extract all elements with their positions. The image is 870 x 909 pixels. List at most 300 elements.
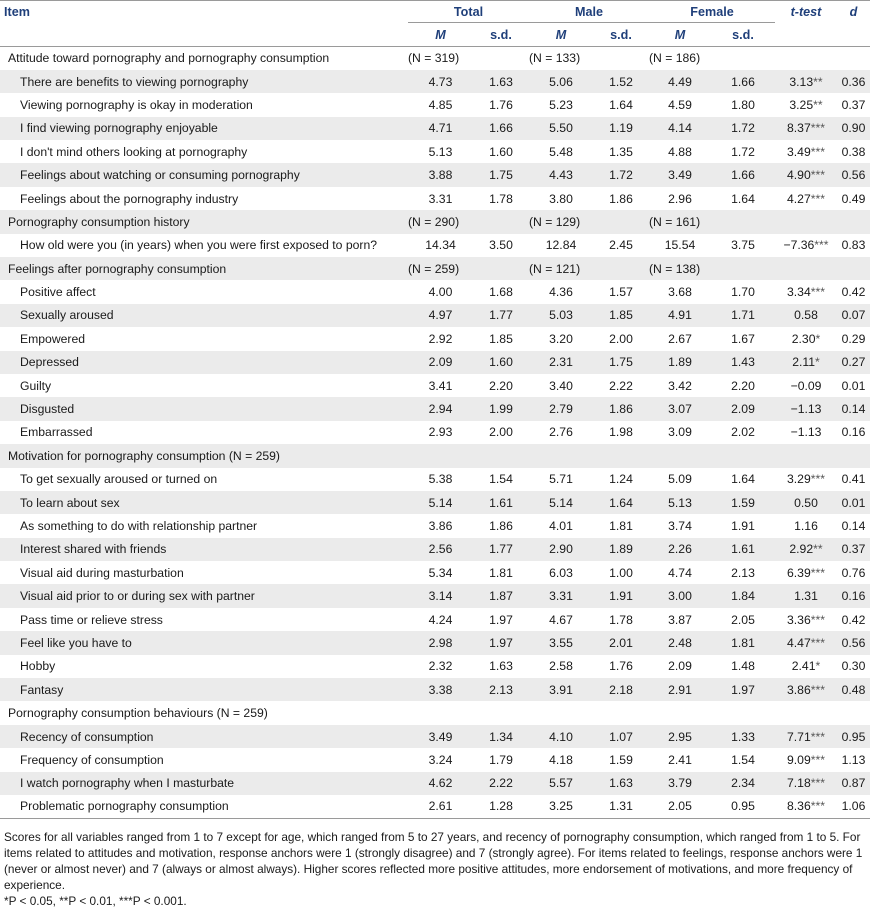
section-n-male: (N = 121) [529, 257, 649, 280]
male-sd: 1.78 [609, 612, 633, 627]
female-sd: 2.13 [731, 565, 755, 580]
male-mean: 5.57 [529, 772, 593, 795]
t-test-value [775, 374, 837, 397]
significance-marker: * [815, 331, 821, 346]
male-mean: 5.23 [549, 97, 573, 112]
effect-size: 0.37 [837, 538, 870, 561]
male-sd: 1.86 [593, 397, 649, 420]
female-mean: 15.54 [664, 238, 696, 253]
t-statistic: 0.50 [794, 495, 818, 510]
t-statistic: 2.92 [789, 542, 814, 557]
t-statistic: 1.31 [794, 589, 818, 604]
section-n-female: (N = 138) [649, 257, 775, 280]
t-test-value [775, 491, 837, 514]
female-mean: 4.14 [649, 117, 711, 140]
total-mean: 3.88 [408, 163, 473, 186]
t-statistic: 3.86 [787, 682, 811, 697]
total-mean: 5.34 [428, 565, 453, 580]
female-sd: 2.20 [731, 378, 755, 393]
total-mean: 2.94 [408, 397, 473, 420]
item-label: I watch pornography when I masturbate [0, 772, 408, 795]
significance-marker: *** [810, 682, 825, 697]
section-row [0, 210, 870, 233]
effect-size: 0.29 [841, 331, 866, 346]
total-mean: 4.97 [408, 304, 473, 327]
empty-cell [837, 444, 870, 467]
header-total-m: M [408, 23, 473, 47]
t-test-value [775, 280, 837, 303]
male-sd: 2.00 [609, 331, 633, 346]
footnote-scales: Scores for all variables ranged from 1 to 7 except for age, which ranged from 5 to 27 years, and recency of pornography consumption, which ranged from 1 to 5. For items related to attitudes and motivation, response anchors were 1 (strongly disagree) and 7 (strongly agree). For items related to feelings, response anchors were 1 (never or almost never) and 7 (always or almost always). Higher scores reflected more positive attitudes, more endorsement of motivations, and more frequency of experience. [4, 829, 863, 892]
t-test-value [775, 748, 837, 771]
male-sd: 1.52 [593, 70, 649, 93]
t-statistic: 8.36 [787, 799, 811, 814]
t-statistic: −0.09 [790, 378, 822, 393]
table-row [0, 351, 870, 374]
total-mean: 5.13 [428, 144, 453, 159]
female-sd: 1.61 [711, 538, 775, 561]
male-sd: 1.64 [593, 491, 649, 514]
header-d: d [837, 1, 870, 23]
male-sd: 1.85 [593, 304, 649, 327]
female-mean: 1.89 [649, 351, 711, 374]
empty-cell [775, 47, 837, 70]
male-sd: 1.81 [609, 519, 633, 533]
female-sd: 2.02 [731, 425, 755, 440]
female-mean: 2.26 [649, 538, 711, 561]
female-mean: 2.91 [649, 678, 711, 701]
total-mean: 3.31 [428, 191, 453, 206]
table-row [0, 584, 870, 607]
male-mean: 12.84 [545, 238, 577, 253]
empty-cell [837, 210, 870, 233]
table-body [0, 47, 870, 819]
item-label: Disgusted [0, 397, 408, 420]
t-statistic: 9.09 [787, 752, 811, 767]
total-sd: 1.75 [473, 163, 529, 186]
male-mean: 4.67 [549, 612, 573, 627]
header-blank [775, 23, 837, 47]
t-statistic: 3.29 [787, 472, 811, 487]
male-sd: 1.98 [609, 425, 633, 440]
effect-size: 0.41 [841, 472, 866, 487]
male-mean: 5.14 [529, 491, 593, 514]
female-mean: 4.59 [668, 97, 692, 112]
effect-size: 0.01 [841, 378, 866, 393]
item-label: Visual aid prior to or during sex with partner [0, 584, 408, 607]
section-label: Motivation for pornography consumption (N = 259) [0, 444, 408, 467]
item-label: Viewing pornography is okay in moderation [20, 97, 253, 112]
total-mean: 5.38 [428, 472, 453, 487]
female-mean: 5.09 [668, 472, 692, 487]
effect-size: 0.42 [841, 612, 866, 627]
male-sd: 1.19 [593, 117, 649, 140]
female-sd: 1.81 [711, 631, 775, 654]
table-row [0, 280, 870, 303]
section-label: Pornography consumption behaviours (N = 259) [8, 706, 268, 721]
table-row [0, 514, 870, 537]
female-mean: 2.67 [668, 331, 692, 346]
effect-size: 0.27 [837, 351, 870, 374]
total-mean: 4.00 [428, 285, 453, 300]
t-statistic: 2.41 [791, 659, 816, 674]
empty-cell [837, 701, 870, 724]
item-label: To get sexually aroused or turned on [20, 472, 218, 487]
total-mean: 2.56 [408, 538, 473, 561]
total-sd: 1.81 [489, 565, 513, 580]
section-label: Pornography consumption history [0, 210, 408, 233]
empty-cell [775, 257, 837, 280]
t-test-value [775, 234, 837, 257]
table-row [0, 678, 870, 701]
total-mean: 4.85 [428, 97, 453, 112]
t-test-value [775, 327, 837, 350]
table-row [0, 140, 870, 163]
t-test-value [775, 468, 837, 491]
t-test-value [775, 795, 837, 818]
effect-size: 0.42 [841, 285, 866, 300]
female-sd: 1.80 [731, 97, 755, 112]
effect-size: 0.76 [841, 565, 866, 580]
female-mean: 3.00 [649, 584, 711, 607]
male-mean: 5.50 [529, 117, 593, 140]
header-male: Male [529, 1, 649, 23]
female-sd: 1.71 [711, 304, 775, 327]
male-mean: 3.25 [529, 795, 593, 818]
t-test-value [775, 655, 837, 678]
item-label: Guilty [20, 378, 52, 393]
female-sd: 1.66 [711, 70, 775, 93]
header-blank [837, 23, 870, 47]
male-mean: 4.36 [549, 285, 573, 300]
male-sd: 1.57 [609, 285, 633, 300]
table-footnote [0, 819, 870, 909]
effect-size: 0.37 [841, 97, 866, 112]
header-female-sd: s.d. [711, 23, 775, 47]
t-test-value [775, 140, 837, 163]
header-blank [0, 23, 408, 47]
item-label: Feelings about the pornography industry [20, 191, 239, 206]
t-test-value [775, 117, 837, 140]
section-n-total: (N = 290) [408, 210, 529, 233]
significance-marker: *** [810, 729, 825, 744]
item-label: Positive affect [20, 285, 96, 300]
header-item: Item [0, 1, 408, 23]
table-row [0, 304, 870, 327]
t-statistic: 4.47 [787, 635, 811, 650]
male-sd: 1.24 [609, 472, 633, 487]
effect-size: 0.49 [841, 191, 866, 206]
section-n-male: (N = 129) [529, 210, 649, 233]
effect-size: 0.56 [837, 163, 870, 186]
table-row [0, 397, 870, 420]
section-label: Attitude toward pornography and pornography consumption [8, 51, 330, 66]
effect-size: 0.30 [841, 659, 866, 674]
total-sd: 1.77 [473, 304, 529, 327]
effect-size: 0.14 [837, 397, 870, 420]
total-mean: 3.38 [408, 678, 473, 701]
male-mean: 5.03 [529, 304, 593, 327]
item-label: Problematic pornography consumption [0, 795, 408, 818]
significance-marker: ** [813, 74, 823, 89]
significance-marker: *** [810, 144, 825, 159]
significance-marker: *** [810, 752, 825, 767]
header-female: Female [649, 1, 775, 23]
t-test-value [775, 304, 837, 327]
item-label: Feel like you have to [0, 631, 408, 654]
effect-size: 0.87 [837, 772, 870, 795]
female-mean: 3.87 [668, 612, 692, 627]
item-label: Recency of consumption [0, 725, 408, 748]
female-sd: 1.64 [731, 191, 755, 206]
effect-size: 0.01 [837, 491, 870, 514]
male-sd: 1.89 [593, 538, 649, 561]
female-mean: 2.96 [668, 191, 692, 206]
total-sd: 1.86 [489, 519, 513, 533]
total-mean: 3.41 [428, 378, 453, 393]
female-sd: 3.75 [731, 238, 755, 253]
total-mean: 4.73 [408, 70, 473, 93]
total-sd: 2.22 [473, 772, 529, 795]
section-n-male [529, 444, 649, 467]
female-mean: 3.68 [668, 285, 692, 300]
table-row [0, 772, 870, 795]
effect-size: 0.16 [837, 584, 870, 607]
t-statistic: 3.25 [789, 97, 814, 112]
male-mean: 6.03 [549, 565, 573, 580]
t-test-value [775, 163, 837, 186]
significance-marker: ** [813, 97, 823, 112]
female-sd: 1.91 [731, 519, 755, 533]
t-test-value [775, 351, 837, 374]
item-label: Frequency of consumption [20, 752, 164, 767]
item-label: There are benefits to viewing pornography [0, 70, 408, 93]
male-mean: 3.55 [529, 631, 593, 654]
male-sd: 1.75 [593, 351, 649, 374]
female-mean: 3.49 [649, 163, 711, 186]
male-mean: 2.90 [529, 538, 593, 561]
item-label: Fantasy [0, 678, 408, 701]
total-sd: 1.34 [473, 725, 529, 748]
item-label: As something to do with relationship partner [20, 519, 258, 533]
female-mean: 4.91 [649, 304, 711, 327]
male-mean: 2.79 [529, 397, 593, 420]
t-test-value [775, 397, 837, 420]
table-row [0, 491, 870, 514]
table-row [0, 538, 870, 561]
section-label: Feelings after pornography consumption [0, 257, 408, 280]
female-mean: 2.05 [649, 795, 711, 818]
effect-size: 0.95 [837, 725, 870, 748]
male-mean: 4.10 [529, 725, 593, 748]
section-n-male [529, 701, 649, 724]
male-mean: 4.01 [549, 519, 573, 533]
total-sd: 1.78 [489, 191, 513, 206]
female-sd: 1.64 [731, 472, 755, 487]
effect-size: 0.48 [837, 678, 870, 701]
male-sd: 1.59 [609, 752, 633, 767]
total-sd: 1.97 [473, 631, 529, 654]
total-sd: 1.66 [473, 117, 529, 140]
total-mean: 3.14 [408, 584, 473, 607]
female-sd: 2.34 [711, 772, 775, 795]
table-row [0, 725, 870, 748]
female-mean: 4.49 [649, 70, 711, 93]
t-statistic: 3.34 [787, 285, 811, 300]
total-sd: 1.28 [473, 795, 529, 818]
t-statistic: 2.30 [791, 331, 816, 346]
total-sd: 1.76 [489, 97, 513, 112]
male-mean: 3.20 [549, 331, 573, 346]
item-label: Pass time or relieve stress [20, 612, 163, 627]
effect-size: 0.16 [841, 425, 866, 440]
item-label: Interest shared with friends [0, 538, 408, 561]
female-sd: 2.09 [711, 397, 775, 420]
t-statistic: 3.36 [787, 612, 811, 627]
female-sd: 1.48 [731, 659, 755, 674]
effect-size: 0.38 [841, 144, 866, 159]
significance-marker: *** [814, 238, 829, 253]
male-mean: 3.31 [529, 584, 593, 607]
female-sd: 2.05 [731, 612, 755, 627]
section-row [0, 701, 870, 724]
male-sd: 1.31 [593, 795, 649, 818]
male-mean: 5.71 [549, 472, 573, 487]
table-row [0, 468, 870, 491]
female-mean: 2.09 [668, 659, 692, 674]
total-sd: 1.87 [473, 584, 529, 607]
male-mean: 3.40 [549, 378, 573, 393]
t-statistic: 8.37 [787, 121, 811, 136]
effect-size: 0.56 [837, 631, 870, 654]
total-sd: 1.63 [473, 70, 529, 93]
item-label: Feelings about watching or consuming pornography [0, 163, 408, 186]
header-total-sd: s.d. [473, 23, 529, 47]
total-sd: 1.77 [473, 538, 529, 561]
t-test-value [775, 725, 837, 748]
male-sd: 2.22 [609, 378, 633, 393]
significance-marker: *** [810, 799, 825, 814]
section-n-female: (N = 186) [649, 51, 701, 66]
male-mean: 3.91 [529, 678, 593, 701]
significance-marker: * [815, 355, 820, 370]
female-mean: 3.79 [649, 772, 711, 795]
table-row [0, 234, 870, 257]
header-male-m: M [529, 23, 593, 47]
t-test-value [775, 631, 837, 654]
t-test-value [775, 70, 837, 93]
total-mean: 4.24 [428, 612, 453, 627]
t-test-value [775, 608, 837, 631]
female-mean: 3.09 [668, 425, 692, 440]
table-row [0, 795, 870, 818]
male-mean: 5.48 [549, 144, 573, 159]
total-sd: 2.20 [489, 378, 513, 393]
male-sd: 2.01 [593, 631, 649, 654]
total-mean: 3.24 [428, 752, 453, 767]
item-label: Empowered [20, 331, 86, 346]
section-n-total [408, 444, 529, 467]
female-mean: 2.95 [649, 725, 711, 748]
table-row [0, 93, 870, 116]
header-female-m: M [649, 23, 711, 47]
t-test-value [775, 772, 837, 795]
t-test-value [775, 514, 837, 537]
female-mean: 3.07 [649, 397, 711, 420]
significance-marker: *** [810, 168, 825, 183]
section-n-total: (N = 259) [408, 257, 529, 280]
table-row [0, 561, 870, 584]
section-n-female [649, 701, 775, 724]
total-sd: 2.13 [473, 678, 529, 701]
male-mean: 3.80 [549, 191, 573, 206]
significance-marker: *** [810, 612, 825, 627]
total-mean: 4.71 [408, 117, 473, 140]
t-statistic: 3.49 [787, 144, 811, 159]
total-mean: 3.49 [408, 725, 473, 748]
effect-size: 0.07 [837, 304, 870, 327]
empty-cell [837, 257, 870, 280]
male-sd: 2.45 [609, 238, 633, 253]
total-mean: 2.92 [428, 331, 453, 346]
total-mean: 4.62 [408, 772, 473, 795]
table-row [0, 327, 870, 350]
total-mean: 2.93 [428, 425, 453, 440]
significance-marker: *** [810, 285, 825, 300]
total-sd: 3.50 [489, 238, 513, 253]
t-test-value [775, 584, 837, 607]
female-sd: 1.59 [711, 491, 775, 514]
significance-marker: *** [810, 635, 825, 650]
empty-cell [775, 444, 837, 467]
total-sd: 1.60 [473, 351, 529, 374]
header-male-sd: s.d. [593, 23, 649, 47]
total-mean: 2.61 [408, 795, 473, 818]
female-sd: 1.43 [711, 351, 775, 374]
total-sd: 1.68 [489, 285, 513, 300]
female-mean: 3.74 [668, 519, 692, 533]
section-row [0, 257, 870, 280]
effect-size: 0.83 [841, 238, 866, 253]
section-row [0, 444, 870, 467]
item-label: I don't mind others looking at pornography [20, 144, 248, 159]
male-sd: 1.91 [593, 584, 649, 607]
total-sd: 2.00 [489, 425, 513, 440]
female-mean: 2.48 [649, 631, 711, 654]
item-label: Sexually aroused [0, 304, 408, 327]
male-sd: 1.76 [609, 659, 633, 674]
total-mean: 2.09 [408, 351, 473, 374]
table-row [0, 163, 870, 186]
t-statistic: −1.13 [790, 425, 822, 440]
male-mean: 2.31 [529, 351, 593, 374]
significance-marker: *** [810, 776, 825, 791]
item-label: Embarrassed [20, 425, 93, 440]
total-sd: 1.54 [489, 472, 513, 487]
male-mean: 2.76 [549, 425, 573, 440]
male-sd: 1.63 [593, 772, 649, 795]
effect-size: 1.13 [841, 752, 866, 767]
total-sd: 1.60 [489, 144, 513, 159]
male-sd: 1.00 [609, 565, 633, 580]
t-statistic: 1.16 [794, 519, 818, 533]
effect-size: 0.14 [841, 519, 866, 533]
t-statistic: 4.90 [787, 168, 811, 183]
table-row [0, 187, 870, 210]
item-label: How old were you (in years) when you were first exposed to porn? [20, 238, 377, 253]
significance-marker: *** [810, 565, 825, 580]
footnote-significance: *P < 0.05, **P < 0.01, ***P < 0.001. [4, 893, 187, 908]
